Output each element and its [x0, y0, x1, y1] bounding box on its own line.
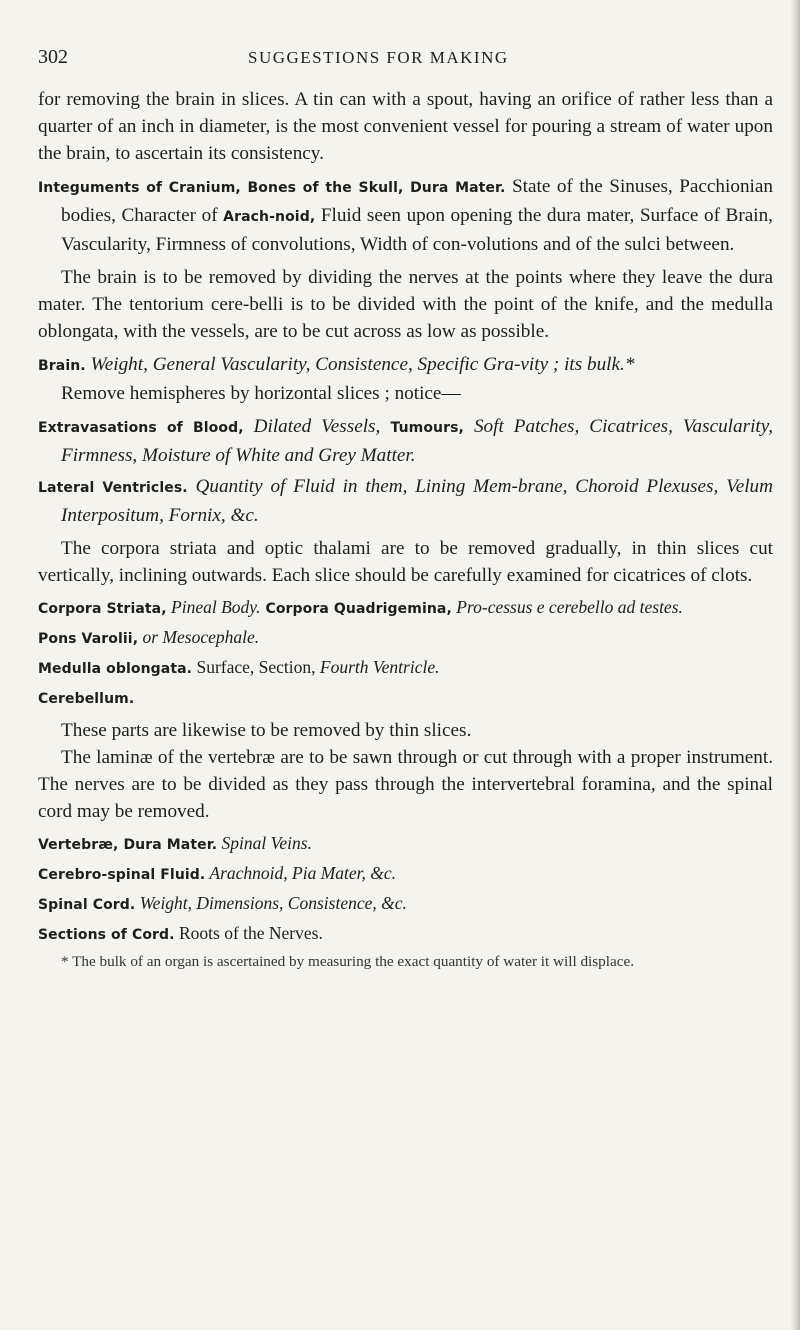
heading-arachnoid: Arach-noid,	[223, 209, 316, 225]
text-brain: Weight, General Vascularity, Consistence, Specific Gra-vity ; its bulk.*	[85, 354, 635, 375]
heading-extravasations: Extravasations of Blood,	[38, 420, 244, 436]
section-medulla	[38, 655, 773, 681]
text-pineal-body: Pineal Body.	[166, 597, 261, 617]
section-spinal-cord	[38, 891, 773, 917]
text-medulla: Surface, Section,	[192, 657, 316, 677]
section-extravasations	[38, 413, 773, 469]
heading-medulla: Medulla oblongata.	[38, 661, 193, 677]
page-number: 302	[38, 46, 68, 68]
paragraph-5: These parts are likewise to be removed by thin slices.	[61, 720, 472, 741]
heading-sections-of-cord: Sections of Cord.	[38, 927, 175, 943]
book-page	[38, 46, 773, 973]
text-fourth-ventricle: Fourth Ventricle.	[315, 657, 440, 677]
heading-brain: Brain.	[38, 358, 86, 374]
heading-cerebro-spinal-fluid: Cerebro-spinal Fluid.	[38, 867, 206, 883]
page-edge	[790, 0, 800, 1330]
heading-corpora-striata: Corpora Striata,	[38, 601, 167, 617]
text-arachnoid-pia: Arachnoid, Pia Mater, &c.	[205, 863, 397, 883]
text-integuments: State of the Sinuses, Pacchionian bodies, Character of	[61, 176, 773, 226]
heading-integuments: Integuments of Cranium, Bones of the Skull, Dura Mater.	[38, 180, 506, 196]
paragraph-1: for removing the brain in slices. A tin can with a spout, having an orifice of rather less than a quarter of an inch in diameter, is the most convenient vessel for pouring a stream of water upon the brain, to ascertain its consistency.	[38, 89, 773, 164]
text-mesocephale: or Mesocephale.	[138, 627, 260, 647]
section-integuments	[38, 173, 773, 258]
heading-vertebrae: Vertebræ, Dura Mater.	[38, 837, 218, 853]
paragraph-4: The corpora striata and optic thalami are to be removed gradually, in thin slices cut vertically, inclining outwards. Each slice should be carefully examined for cicatrices of clots.	[38, 538, 773, 586]
section-cerebro-spinal-fluid	[38, 861, 773, 887]
page-header	[38, 46, 773, 76]
section-lateral-ventricles	[38, 473, 773, 529]
heading-tumours: Tumours,	[380, 420, 464, 436]
text-spinal-veins: Spinal Veins.	[217, 833, 312, 853]
heading-pons-varolii: Pons Varolii,	[38, 631, 139, 647]
section-cerebellum	[38, 685, 773, 711]
heading-lateral-ventricles: Lateral Ventricles.	[38, 480, 188, 496]
section-vertebrae	[38, 831, 773, 857]
text-dilated-vessels: Dilated Vessels,	[243, 416, 381, 437]
paragraph-6: The laminæ of the vertebræ are to be sawn through or cut through with a proper instrument. The nerves are to be divided as they pass through the intervertebral foramina, and the spinal cord may be removed.	[38, 747, 773, 822]
section-corpora-striata	[38, 595, 773, 621]
section-sections-of-cord	[38, 921, 773, 947]
text-roots: Roots of the Nerves.	[174, 923, 323, 943]
footnote: * The bulk of an organ is ascertained by measuring the exact quantity of water it will displace.	[61, 953, 635, 970]
text-processus: Pro-cessus e cerebello ad testes.	[451, 597, 683, 617]
text-spinal-cord: Weight, Dimensions, Consistence, &c.	[135, 893, 407, 913]
heading-cerebellum: Cerebellum.	[38, 691, 135, 707]
heading-spinal-cord: Spinal Cord.	[38, 897, 136, 913]
paragraph-2: The brain is to be removed by dividing the nerves at the points where they leave the dura mater. The tentorium cere-belli is to be divided with the point of the knife, and the medulla oblongata, with the vessels, are to be cut across as low as possible.	[38, 267, 773, 342]
text-integuments-2: Fluid seen upon opening the dura mater, Surface of Brain, Vascularity, Firmness of convolutions, Width of con-volutions and of the sulci between.	[61, 205, 773, 255]
text-lateral-ventricles: Quantity of Fluid in them, Lining Mem-brane, Choroid Plexuses, Velum Interpositum, Fornix, &c.	[61, 476, 773, 526]
paragraph-3: Remove hemispheres by horizontal slices ; notice—	[61, 383, 461, 404]
section-brain	[38, 351, 773, 380]
section-pons-varolii	[38, 625, 773, 651]
running-head: SUGGESTIONS FOR MAKING	[248, 48, 509, 67]
heading-corpora-quadrigemina: Corpora Quadrigemina,	[260, 601, 452, 617]
text-soft-patches: Soft Patches, Cicatrices, Vascularity, Firmness, Moisture of White and Grey Matter.	[61, 416, 773, 466]
